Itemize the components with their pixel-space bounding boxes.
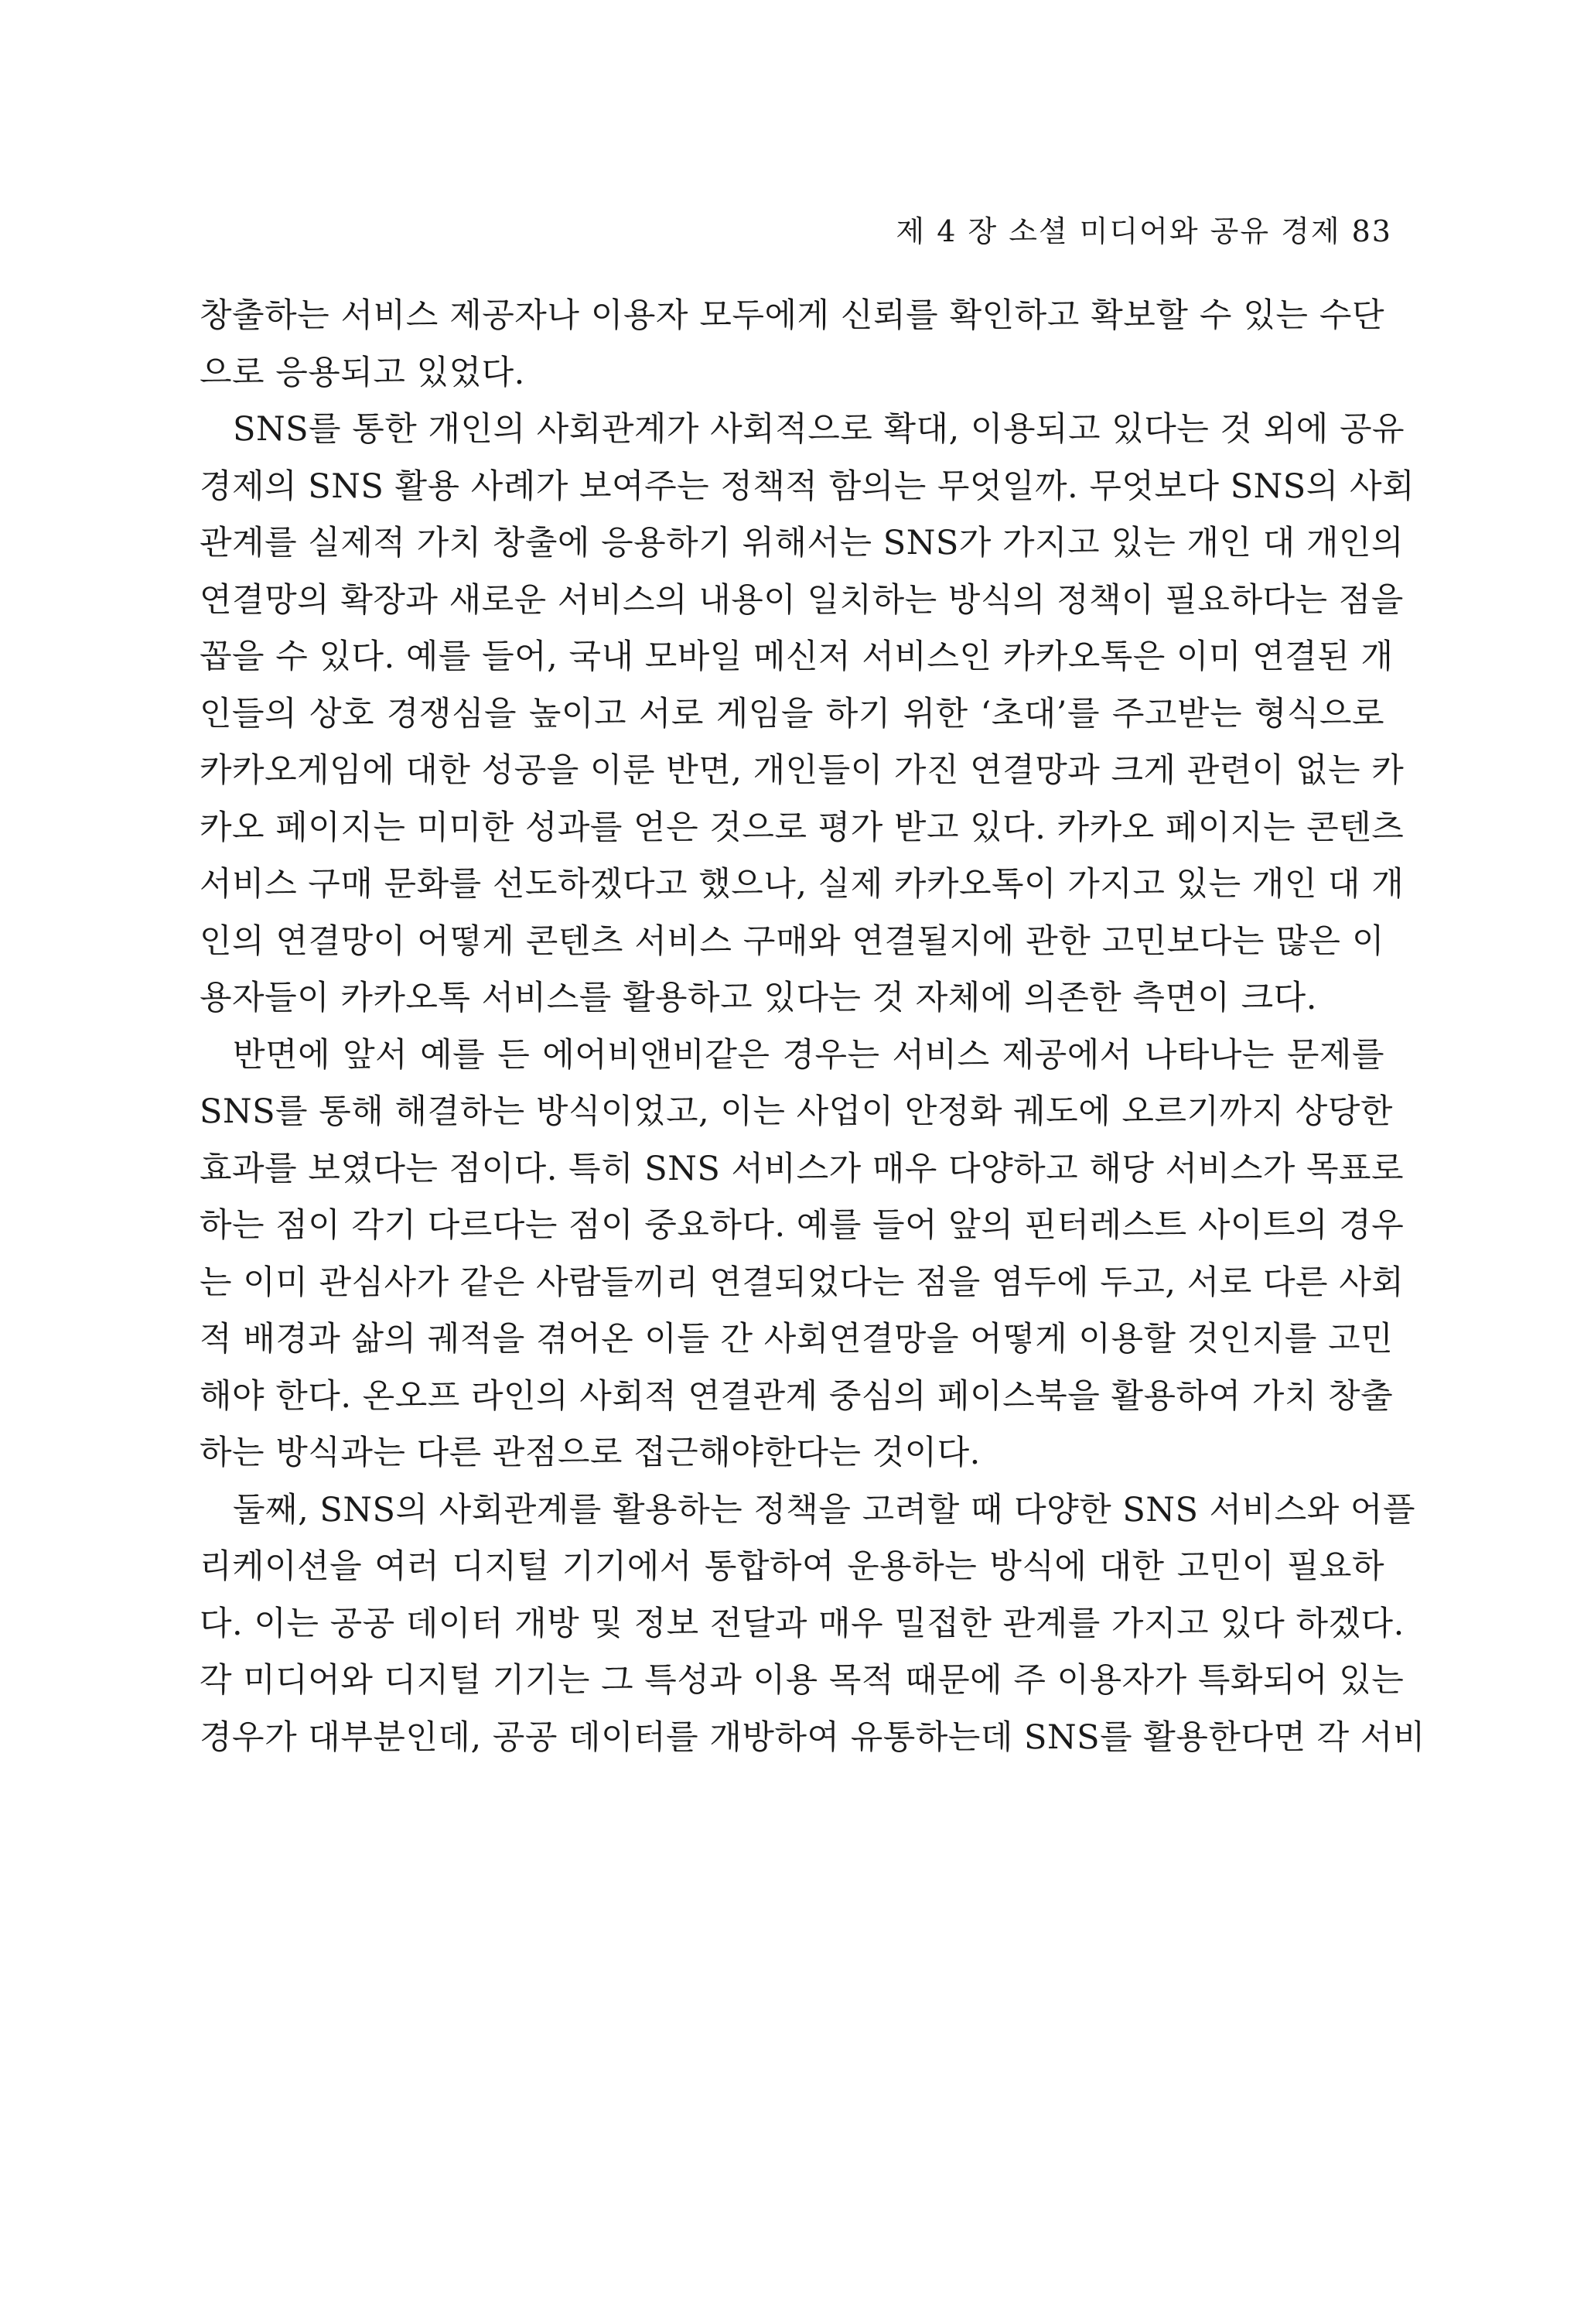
text-line: 리케이션을 여러 디지털 기기에서 통합하여 운용하는 방식에 대한 고민이 필요하: [200, 1547, 1384, 1586]
text-line: 다. 이는 공공 데이터 개방 및 정보 전달과 매우 밀접한 관계를 가지고 있다 하겠다.: [200, 1604, 1405, 1643]
text-line: SNS를 통한 개인의 사회관계가 사회적으로 확대, 이용되고 있다는 것 외에 공유: [233, 410, 1405, 449]
text-line: 용자들이 카카오톡 서비스를 활용하고 있다는 것 자체에 의존한 측면이 크다.: [200, 979, 1317, 1017]
text-line: 적 배경과 삶의 궤적을 겪어온 이들 간 사회연결망을 어떻게 이용할 것인지를 고민: [200, 1320, 1394, 1359]
text-line: 하는 방식과는 다른 관점으로 접근해야한다는 것이다.: [200, 1434, 981, 1472]
text-line: 해야 한다. 온오프 라인의 사회적 연결관계 중심의 페이스북을 활용하여 가치 창출: [200, 1376, 1394, 1416]
text-line: 창출하는 서비스 제공자나 이용자 모두에게 신뢰를 확인하고 확보할 수 있는 수단: [200, 296, 1384, 335]
text-line: 관계를 실제적 가치 창출에 응용하기 위해서는 SNS가 가지고 있는 개인 대 개인의: [200, 524, 1405, 562]
text-line: 반면에 앞서 예를 든 에어비앤비같은 경우는 서비스 제공에서 나타나는 문제를: [233, 1035, 1384, 1075]
text-line: 는 이미 관심사가 같은 사람들끼리 연결되었다는 점을 염두에 두고, 서로 다른 사회: [200, 1263, 1405, 1302]
text-line: 으로 응용되고 있었다.: [200, 353, 525, 392]
text-line: 경우가 대부분인데, 공공 데이터를 개방하여 유통하는데 SNS를 활용한다면 각 서비: [200, 1717, 1425, 1757]
running-header: 제 4 장 소셜 미디어와 공유 경제 83: [896, 214, 1392, 248]
text-line: 경제의 SNS 활용 사례가 보여주는 정책적 함의는 무엇일까. 무엇보다 SNS의 사회: [200, 467, 1415, 506]
paragraph-4: [200, 1482, 1425, 1767]
text-line: 꼽을 수 있다. 예를 들어, 국내 모바일 메신저 서비스인 카카오톡은 이미 연결된 개: [200, 637, 1394, 676]
paragraph-3: [200, 1027, 1405, 1482]
text-line: 인들의 상호 경쟁심을 높이고 서로 게임을 하기 위한 ‘초대’를 주고받는 형식으로: [200, 694, 1384, 733]
text-line: 서비스 구매 문화를 선도하겠다고 했으나, 실제 카카오톡이 가지고 있는 개인 대 개: [200, 865, 1405, 904]
text-line: 인의 연결망이 어떻게 콘텐츠 서비스 구매와 연결될지에 관한 고민보다는 많은 이: [200, 921, 1384, 961]
text-line: 카오 페이지는 미미한 성과를 얻은 것으로 평가 받고 있다. 카카오 페이지는 콘텐츠: [200, 808, 1405, 847]
text-line: 연결망의 확장과 새로운 서비스의 내용이 일치하는 방식의 정책이 필요하다는 점을: [200, 580, 1404, 620]
body-text: [200, 288, 1425, 1766]
text-line: 카카오게임에 대한 성공을 이룬 반면, 개인들이 가진 연결망과 크게 관련이 없는 카: [200, 751, 1405, 790]
paragraph-1: [200, 288, 1384, 402]
text-line: 하는 점이 각기 다르다는 점이 중요하다. 예를 들어 앞의 핀터레스트 사이트의 경우: [200, 1206, 1405, 1245]
text-line: 둘째, SNS의 사회관계를 활용하는 정책을 고려할 때 다양한 SNS 서비스와 어플: [233, 1490, 1415, 1529]
paragraph-2: [200, 402, 1415, 1027]
text-line: 각 미디어와 디지털 기기는 그 특성과 이용 목적 때문에 주 이용자가 특화되어 있는: [200, 1661, 1405, 1700]
text-line: 효과를 보였다는 점이다. 특히 SNS 서비스가 매우 다양하고 해당 서비스가 목표로: [200, 1149, 1405, 1188]
text-line: SNS를 통해 해결하는 방식이었고, 이는 사업이 안정화 궤도에 오르기까지 상당한: [200, 1092, 1393, 1131]
